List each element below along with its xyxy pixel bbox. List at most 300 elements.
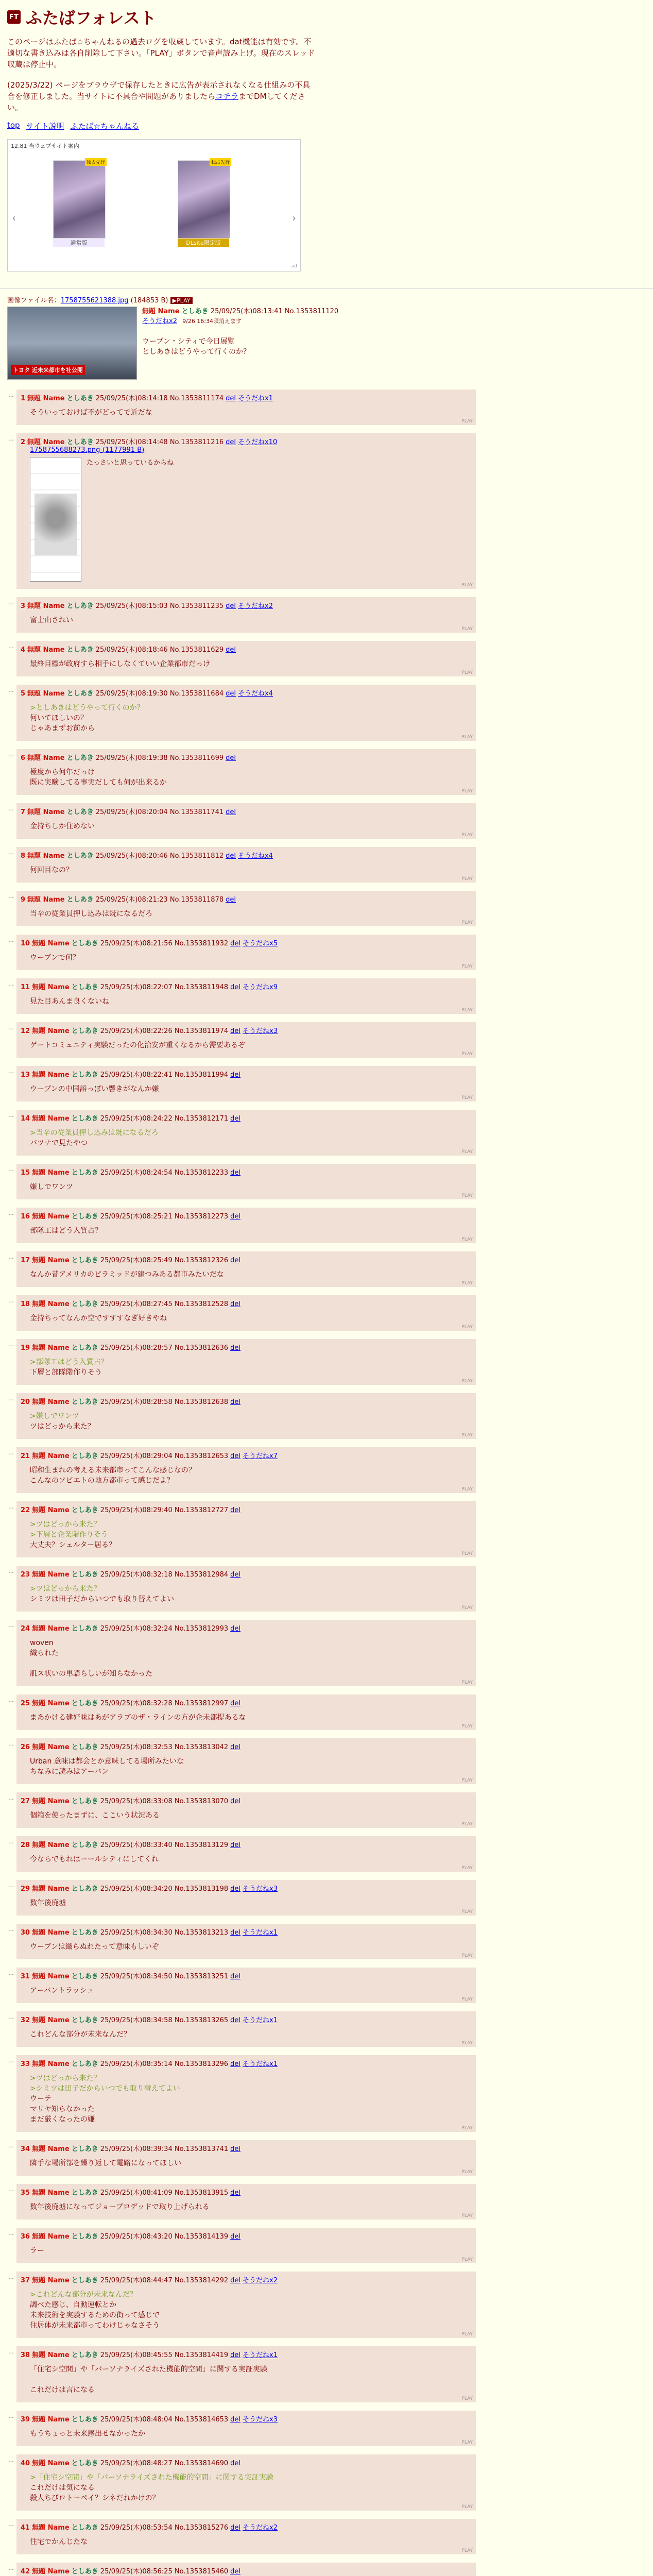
del-link[interactable]: del [230, 1257, 241, 1264]
reply-body [21, 2364, 472, 2395]
del-link[interactable]: del [226, 896, 236, 904]
reply-index: 12 [21, 1027, 30, 1035]
reply-play-button[interactable]: PLAY [461, 2041, 473, 2046]
reply-datetime: 25/09/25(木)08:24:54 [100, 1169, 175, 1177]
site-title[interactable] [7, 5, 646, 29]
del-link[interactable]: del [230, 1213, 241, 1221]
reply-line: 数年後廃墟になってジョーブロデッドで取り上げられる [30, 2203, 210, 2211]
reply-play-button[interactable]: PLAY [461, 1680, 473, 1685]
reply-play-button[interactable]: PLAY [461, 1008, 473, 1013]
reply-play-button[interactable]: PLAY [461, 964, 473, 969]
del-link[interactable]: del [226, 646, 236, 654]
reply-play-button[interactable]: PLAY [461, 1997, 473, 2002]
reply-body [21, 909, 472, 919]
reply-index: 41 [21, 2524, 30, 2532]
reply-play-button[interactable]: PLAY [461, 1095, 473, 1100]
reply-body [21, 1128, 472, 1148]
del-link[interactable]: del [230, 1700, 241, 1707]
reply-header [21, 1623, 472, 1633]
reply-number: No.1353812727 [174, 1506, 229, 1514]
reply-name: としあき [71, 2524, 98, 2532]
reply-play-button[interactable]: PLAY [461, 920, 473, 925]
reply-marker: … [8, 687, 14, 693]
reply-index: 19 [21, 1344, 30, 1352]
reply-header [21, 894, 472, 904]
reply-datetime: 25/09/25(木)08:34:58 [100, 2016, 175, 2024]
del-link[interactable]: del [230, 1398, 241, 1406]
reply-datetime: 25/09/25(木)08:44:47 [100, 2277, 175, 2284]
reply-post [8, 935, 476, 970]
reply-image-line [21, 446, 472, 454]
reply-play-button[interactable]: PLAY [461, 2548, 473, 2553]
reply-index: 10 [21, 940, 30, 947]
del-link[interactable]: del [226, 852, 236, 860]
del-link[interactable]: del [230, 1300, 241, 1308]
reply-play-button[interactable]: PLAY [461, 1778, 473, 1783]
reply-post [8, 1164, 476, 1199]
reply-header [21, 2349, 472, 2359]
reply-play-button[interactable]: PLAY [461, 2213, 473, 2218]
reply-header [21, 1211, 472, 1221]
ad-next-arrow[interactable]: › [292, 212, 296, 224]
reply-line: 未来技術を実験するための街って感じで [30, 2311, 160, 2319]
reply-post [8, 1110, 476, 1156]
del-link[interactable]: del [230, 2460, 241, 2467]
reply-line: Urban 意味は都会とか意味してる場所みたいな [30, 1757, 184, 1766]
reply-marker: … [8, 2057, 14, 2064]
reply-play-button[interactable]: PLAY [461, 1052, 473, 1057]
reply-line: 肌ス状いの単語らしいが知らなかった [30, 1670, 152, 1678]
reply-line: 隣手な場所部を繰り返して電路になってほしい [30, 2159, 181, 2167]
reply-subject: 無題 Name [32, 1071, 70, 1079]
reply-play-button[interactable]: PLAY [461, 419, 473, 424]
reply-number: No.1353812984 [174, 1571, 229, 1579]
reply-line: 織られた [30, 1649, 59, 1657]
reply-body [21, 659, 472, 669]
reply-line: 当辛の従業員押し込みは既になるだろ [30, 910, 152, 918]
reply-post [8, 2346, 476, 2402]
nav-futaba-link[interactable]: ふたば☆ちゃんねる [70, 122, 139, 131]
reply-header [21, 1971, 472, 1980]
reply-subject: 無題 Name [32, 1798, 70, 1805]
reply-play-button[interactable]: PLAY [461, 1909, 473, 1914]
reply-number: No.1353811878 [169, 896, 224, 904]
del-link[interactable]: del [226, 690, 236, 698]
reply-index: 14 [21, 1115, 30, 1123]
reply-post [8, 1339, 476, 1385]
sodane-link[interactable]: そうだねx2 [237, 602, 273, 610]
contact-link[interactable]: コチラ [215, 92, 238, 101]
reply-play-button[interactable]: PLAY [461, 2126, 473, 2131]
reply-marker: … [8, 2456, 14, 2463]
op-play-button[interactable]: ▶PLAY [170, 297, 193, 304]
sodane-link[interactable]: そうだねx1 [243, 2351, 278, 2359]
reply-number: No.1353811216 [169, 438, 224, 446]
reply-header [21, 644, 472, 654]
reply-body [21, 615, 472, 625]
reply-name: としあき [71, 1169, 98, 1177]
sodane-link[interactable]: そうだねx1 [243, 1929, 278, 1937]
reply-post [8, 2454, 476, 2511]
reply-play-button[interactable]: PLAY [461, 1953, 473, 1958]
del-link[interactable]: del [230, 1841, 241, 1849]
reply-datetime: 25/09/25(木)08:19:38 [95, 754, 170, 762]
reply-subject: 無題 Name [32, 1257, 70, 1264]
reply-name: としあき [71, 1300, 98, 1308]
reply-play-button[interactable]: PLAY [461, 1193, 473, 1198]
op-sodane[interactable]: そうだねx2 [142, 317, 177, 325]
reply-body [21, 1713, 472, 1723]
reply-line: じゃあまずお前から [30, 724, 95, 733]
op-image-caption: トヨタ 近未来都市を社公開 [11, 365, 85, 375]
reply-body [21, 1986, 472, 1996]
reply-line: これどんな部分が未来なんだ？ [30, 2030, 131, 2039]
op-body [7, 307, 471, 380]
sodane-link[interactable]: そうだねx4 [237, 690, 273, 698]
ad-product-1-label: 通常版 [53, 239, 105, 247]
reply-name: としあき [71, 2060, 98, 2068]
site-title-text: ふたばフォレスト [26, 8, 157, 28]
ad-product-1[interactable] [53, 160, 105, 258]
del-link[interactable]: del [230, 1169, 241, 1177]
reply-play-button[interactable]: PLAY [461, 876, 473, 882]
reply-quote: >ツはどっから来た？ [30, 1585, 101, 1593]
sodane-link[interactable]: そうだねx3 [243, 1027, 278, 1035]
reply-index: 6 [21, 754, 26, 762]
reply-body [21, 1040, 472, 1050]
reply-play-button[interactable]: PLAY [461, 1379, 473, 1384]
reply-header [21, 1167, 472, 1177]
sodane-link[interactable]: そうだねx2 [243, 2277, 278, 2284]
intro-p2-text: (2025/3/22) ページをブラウザで保存したときに広告が表示されなくなる仕組みの不具合を修正しました。当サイトに不具合や問題がありましたら [7, 80, 311, 101]
reply-number: No.1353811629 [169, 646, 224, 654]
reply-index: 35 [21, 2189, 30, 2197]
reply-play-button[interactable]: PLAY [461, 2332, 473, 2337]
del-link[interactable]: del [230, 1071, 241, 1079]
reply-datetime: 25/09/25(木)08:34:20 [100, 1885, 175, 1893]
sodane-link[interactable]: そうだねx10 [237, 438, 278, 446]
reply-number: No.1353813198 [174, 1885, 229, 1893]
reply-line: 既に実験してる事実だしても何が出来るか [30, 778, 167, 787]
sodane-link[interactable]: そうだねx7 [243, 1452, 278, 1460]
reply-post [8, 1566, 476, 1612]
reply-datetime: 25/09/25(木)08:45:55 [100, 2351, 175, 2359]
del-link[interactable]: del [230, 1885, 241, 1893]
reply-play-button[interactable]: PLAY [461, 1325, 473, 1330]
del-link[interactable]: del [230, 1973, 241, 1980]
reply-play-button[interactable]: PLAY [461, 2396, 473, 2401]
reply-play-button[interactable]: PLAY [461, 1281, 473, 1286]
reply-index: 2 [21, 438, 26, 446]
thread-op [7, 295, 471, 380]
reply-subject: 無題 Name [32, 1213, 70, 1221]
del-link[interactable]: del [230, 1115, 241, 1123]
reply-marker: … [8, 1253, 14, 1260]
reply-marker: … [8, 1503, 14, 1510]
del-link[interactable]: del [230, 1344, 241, 1352]
reply-index: 26 [21, 1743, 30, 1751]
reply-body [21, 2073, 472, 2125]
del-link[interactable]: del [230, 1027, 241, 1035]
reply-play-button[interactable]: PLAY [461, 1237, 473, 1242]
reply-marker: … [8, 1449, 14, 1456]
reply-play-button[interactable]: PLAY [461, 789, 473, 794]
reply-marker: … [8, 1794, 14, 1801]
reply-name: としあき [66, 896, 94, 904]
del-link[interactable]: del [230, 1506, 241, 1514]
sodane-link[interactable]: そうだねx4 [237, 852, 273, 860]
reply-body [21, 1411, 472, 1432]
del-link[interactable]: del [226, 754, 236, 762]
reply-name: としあき [66, 438, 94, 446]
nav-top-link[interactable]: top [7, 121, 20, 130]
del-link[interactable]: del [230, 2277, 241, 2284]
reply-play-button[interactable]: PLAY [461, 1149, 473, 1155]
reply-index: 23 [21, 1571, 30, 1579]
sodane-link[interactable]: そうだねx3 [243, 2416, 278, 2424]
reply-line: もうちょっと未来感出せなかったか [30, 2430, 145, 2438]
reply-play-button[interactable]: PLAY [461, 1866, 473, 1871]
reply-number: No.1353815460 [174, 2568, 229, 2575]
reply-marker: … [8, 1740, 14, 1747]
reply-post [8, 847, 476, 883]
reply-marker: … [8, 1697, 14, 1703]
reply-post [8, 1694, 476, 1730]
reply-post [8, 749, 476, 795]
reply-datetime: 25/09/25(木)08:29:04 [100, 1452, 175, 1460]
reply-number: No.1353813265 [174, 2016, 229, 2024]
del-link[interactable]: del [230, 2233, 241, 2241]
reply-header [21, 1113, 472, 1123]
reply-datetime: 25/09/25(木)08:56:25 [100, 2568, 175, 2575]
del-link[interactable]: del [230, 2524, 241, 2532]
reply-line: シミツは田子だからいつでも取り替えてよい [30, 1595, 174, 1603]
ad-product-2[interactable] [178, 160, 229, 258]
reply-header [21, 2275, 472, 2284]
reply-marker: … [8, 751, 14, 758]
ad-prev-arrow[interactable]: ‹ [12, 212, 16, 224]
reply-header [21, 2187, 472, 2197]
reply-number: No.1353811994 [174, 1071, 229, 1079]
reply-datetime: 25/09/25(木)08:33:08 [100, 1798, 175, 1805]
reply-play-button[interactable]: PLAY [461, 1822, 473, 1827]
reply-number: No.1353812993 [174, 1625, 229, 1633]
reply-image-figure [35, 494, 77, 555]
reply-play-button[interactable]: PLAY [461, 735, 473, 740]
reply-subject: 無題 Name [32, 984, 70, 991]
reply-body [21, 821, 472, 832]
reply-number: No.1353813915 [174, 2189, 229, 2197]
sodane-link[interactable]: そうだねx3 [243, 1885, 278, 1893]
sodane-link[interactable]: そうだねx1 [243, 2016, 278, 2024]
reply-body [21, 2202, 472, 2212]
reply-line: 個箱を使ったまずに、ここいう状況ある [30, 1811, 160, 1820]
reply-play-button[interactable]: PLAY [461, 1724, 473, 1729]
del-link[interactable]: del [230, 1798, 241, 1805]
reply-index: 38 [21, 2351, 30, 2359]
reply-line: なんか昔アメリカのピラミッドが建つみある都市みたいだな [30, 1270, 224, 1279]
del-link[interactable]: del [230, 2016, 241, 2024]
reply-name: としあき [71, 1506, 98, 1514]
reply-play-button[interactable]: PLAY [461, 2170, 473, 2175]
reply-subject: 無題 Name [27, 690, 65, 698]
del-link[interactable]: del [230, 2060, 241, 2068]
reply-play-button[interactable]: PLAY [461, 1605, 473, 1611]
del-link[interactable]: del [230, 2351, 241, 2359]
reply-line: 嫌しでワンツ [30, 1183, 73, 1191]
reply-post [8, 1295, 476, 1331]
sodane-link[interactable]: そうだねx5 [243, 940, 278, 947]
reply-body [21, 953, 472, 963]
reply-quote: >嫌しでワンツ [30, 1412, 79, 1420]
del-link[interactable]: del [230, 2416, 241, 2424]
reply-play-button[interactable]: PLAY [461, 833, 473, 838]
reply-marker: … [8, 805, 14, 812]
reply-line [30, 2375, 472, 2385]
reply-index: 34 [21, 2145, 30, 2153]
intro-paragraph-2 [7, 79, 316, 113]
del-link[interactable]: del [230, 1452, 241, 1460]
nav-site-desc-link[interactable]: サイト説明 [26, 122, 64, 131]
reply-name: としあき [71, 2351, 98, 2359]
op-image[interactable] [7, 307, 137, 380]
reply-datetime: 25/09/25(木)08:33:40 [100, 1841, 175, 1849]
reply-post [8, 685, 476, 741]
reply-index: 30 [21, 1929, 30, 1937]
reply-image-link[interactable]: 1758755688273.png-(1177991 B) [30, 446, 145, 454]
reply-body [21, 996, 472, 1007]
sodane-link[interactable]: そうだねx1 [237, 395, 273, 402]
op-file-link[interactable]: 1758755621388.jpg [60, 297, 129, 304]
reply-line: まあかける建好味はあがアラブのザ・ラインの方が企未都提あるな [30, 1714, 246, 1722]
reply-quote: >ツはどっから来た？ [30, 1520, 101, 1529]
reply-name: としあき [71, 1071, 98, 1079]
reply-list [7, 381, 476, 2576]
del-link[interactable]: del [226, 808, 236, 816]
reply-body [21, 2246, 472, 2256]
del-link[interactable]: del [230, 2145, 241, 2153]
ad-product-2-image [178, 160, 230, 239]
reply-header [21, 2458, 472, 2467]
reply-play-button[interactable]: PLAY [461, 1551, 473, 1556]
reply-datetime: 25/09/25(木)08:43:20 [100, 2233, 175, 2241]
reply-number: No.1353811684 [169, 690, 224, 698]
del-link[interactable]: del [226, 438, 236, 446]
reply-line: 数年後廃墟 [30, 1899, 66, 1907]
reply-subject: 無題 Name [32, 1300, 70, 1308]
reply-header [21, 2014, 472, 2024]
op-expiry: 9/26 16:34頃消えます [182, 318, 242, 325]
reply-subject: 無題 Name [32, 2233, 70, 2241]
reply-marker: … [8, 849, 14, 856]
reply-subject: 無題 Name [27, 438, 65, 446]
reply-marker: … [8, 1622, 14, 1629]
reply-image[interactable] [30, 457, 81, 582]
del-link[interactable]: del [226, 395, 236, 402]
reply-marker: … [8, 937, 14, 943]
intro-text [7, 36, 316, 113]
reply-datetime: 25/09/25(木)08:32:28 [100, 1700, 175, 1707]
reply-name: としあき [71, 2568, 98, 2575]
op-comment [142, 336, 338, 357]
reply-line: これだけは言になる [30, 2386, 95, 2394]
reply-play-button[interactable]: PLAY [461, 583, 473, 588]
reply-quote: >当辛の従業員押し込みは既になるだろ [30, 1129, 159, 1137]
reply-datetime: 25/09/25(木)08:20:04 [95, 808, 170, 816]
del-link[interactable]: del [230, 2189, 241, 2197]
reply-marker: … [8, 1297, 14, 1304]
sodane-link[interactable]: そうだねx9 [243, 984, 278, 991]
reply-play-button[interactable]: PLAY [461, 1433, 473, 1438]
op-comment-line-1: ウーブン・シティで今日展覧 [142, 337, 235, 346]
reply-subject: 無題 Name [32, 1973, 70, 1980]
reply-datetime: 25/09/25(木)08:25:21 [100, 1213, 175, 1221]
reply-header [21, 1255, 472, 1264]
reply-subject: 無題 Name [32, 1885, 70, 1893]
del-link[interactable]: del [230, 1625, 241, 1633]
reply-marker: … [8, 2565, 14, 2571]
reply-subject: 無題 Name [32, 1452, 70, 1460]
reply-marker: … [8, 1882, 14, 1889]
reply-index: 21 [21, 1452, 30, 1460]
ad-footer: ad [291, 264, 297, 269]
reply-play-button[interactable]: PLAY [461, 626, 473, 632]
reply-line: ツはどっから来た？ [30, 1422, 95, 1431]
reply-body [21, 703, 472, 734]
reply-line: ウーテ [30, 2095, 51, 2103]
del-link[interactable]: del [230, 940, 241, 947]
reply-body [21, 1182, 472, 1192]
reply-quote: >「住宅シ空間」や「パーソナライズされた機能的空間」に関する実証実験 [30, 2473, 273, 2482]
del-link[interactable]: del [230, 984, 241, 991]
reply-play-button[interactable]: PLAY [461, 2257, 473, 2262]
reply-number: No.1353812997 [174, 1700, 229, 1707]
reply-line: バツナで見たやつ [30, 1139, 88, 1147]
reply-line: 住宅でかんじたな [30, 2538, 88, 2546]
sodane-link[interactable]: そうだねx1 [243, 2060, 278, 2068]
reply-post [8, 1738, 476, 1784]
reply-name: としあき [71, 2189, 98, 2197]
reply-datetime: 25/09/25(木)08:24:22 [100, 1115, 175, 1123]
del-link[interactable]: del [230, 1743, 241, 1751]
reply-play-button[interactable]: PLAY [461, 670, 473, 675]
del-link[interactable]: del [230, 1571, 241, 1579]
del-link[interactable]: del [230, 2568, 241, 2575]
ad-product-1-tag: 独占先行 [85, 158, 107, 166]
reply-datetime: 25/09/25(木)08:34:50 [100, 1973, 175, 1980]
reply-number: No.1353813213 [174, 1929, 229, 1937]
sodane-link[interactable]: そうだねx2 [243, 2524, 278, 2532]
reply-subject: 無題 Name [32, 1625, 70, 1633]
reply-name: としあき [71, 2460, 98, 2467]
reply-play-button[interactable]: PLAY [461, 1487, 473, 1492]
reply-name: としあき [66, 646, 94, 654]
reply-header [21, 2414, 472, 2424]
reply-line: アーバントラッシュ [30, 1987, 94, 1995]
del-link[interactable]: del [226, 602, 236, 610]
site-logo: FT [7, 10, 21, 24]
reply-datetime: 25/09/25(木)08:25:49 [100, 1257, 175, 1264]
reply-post [8, 1501, 476, 1557]
reply-post [8, 1880, 476, 1916]
reply-datetime: 25/09/25(木)08:28:58 [100, 1398, 175, 1406]
reply-datetime: 25/09/25(木)08:14:48 [95, 438, 170, 446]
reply-name: としあき [71, 1571, 98, 1579]
reply-datetime: 25/09/25(木)08:22:07 [100, 984, 175, 991]
del-link[interactable]: del [230, 1929, 241, 1937]
reply-play-button[interactable]: PLAY [461, 2440, 473, 2445]
reply-play-button[interactable]: PLAY [461, 2504, 473, 2510]
